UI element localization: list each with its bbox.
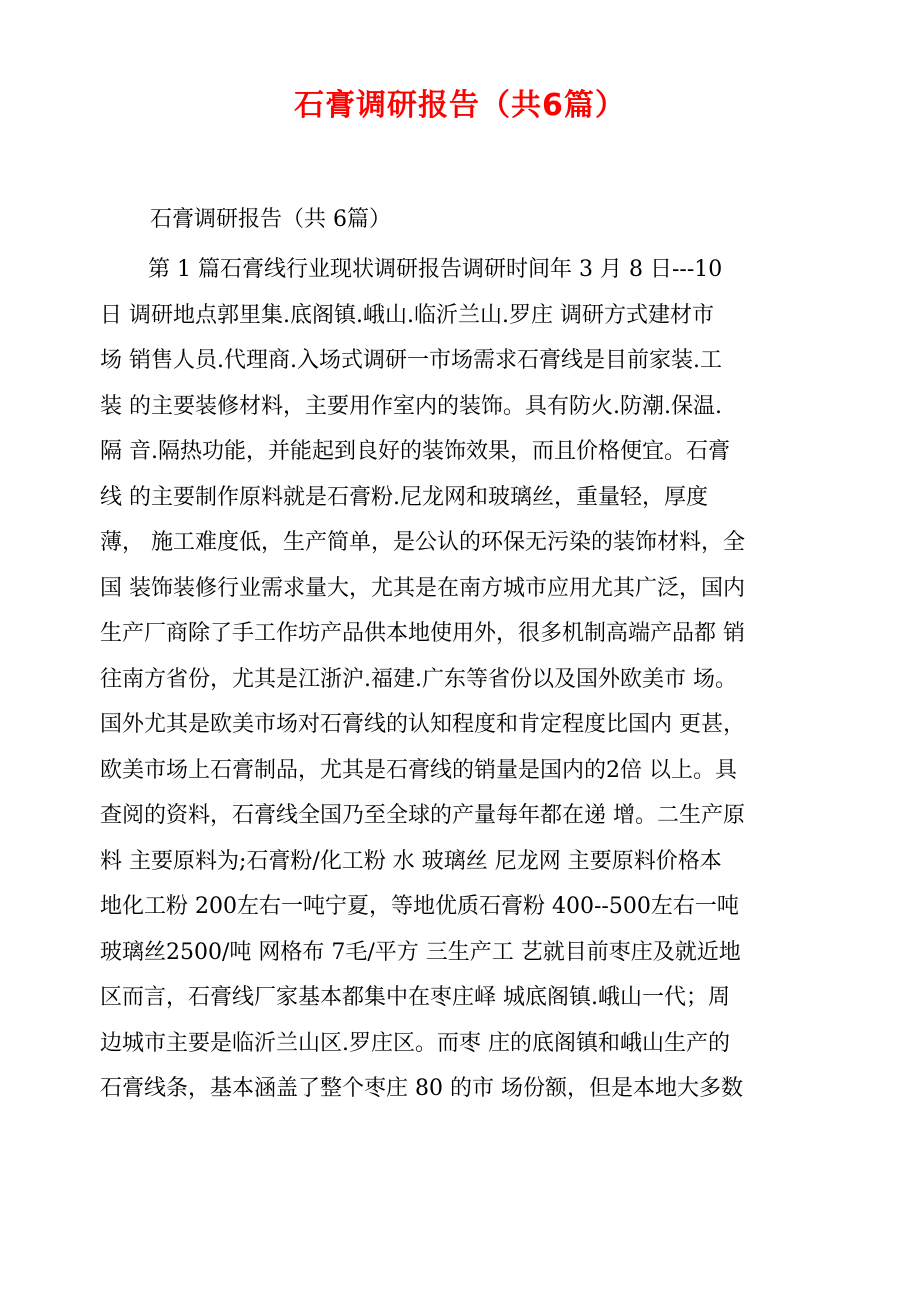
text-line: 查阅的资料，石膏线全国乃至全球的产量每年都在递 增。二生产原 xyxy=(100,803,745,828)
text-line: 欧美市场上石膏制品，尤其是石膏线的销量是国内的2倍 以上。具 xyxy=(100,757,737,783)
text-line: 国 装饰装修行业需求量大，尤其是在南方城市应用尤其广泛，国内 xyxy=(100,575,745,601)
text-line: 区而言，石膏线厂家基本都集中在枣庄峄 城底阁镇.峨山一代；周 xyxy=(100,985,730,1010)
text-line: 日 调研地点郭里集.底阁镇.峨山.临沂兰山.罗庄 调研方式建材市 xyxy=(100,302,714,328)
body-paragraph xyxy=(100,254,820,1119)
text-line: 地化工粉 200左右一吨宁夏，等地优质石膏粉 400--500左右一吨 xyxy=(100,894,739,919)
text-line: 玻璃丝2500/吨 网格布 7毛/平方 三生产工 艺就目前枣庄及就近地 xyxy=(100,939,741,965)
text-line: 边城市主要是临沂兰山区.罗庄区。而枣 庄的底阁镇和峨山生产的 xyxy=(100,1030,730,1056)
text-line: 生产厂商除了手工作坊产品供本地使用外，很多机制高端产品都 销 xyxy=(100,621,745,646)
document-title: 石膏调研报告（共6篇） xyxy=(294,88,626,123)
text-line: 线 的主要制作原料就是石膏粉.尼龙网和玻璃丝，重量轻，厚度 xyxy=(100,484,708,510)
document-subtitle: 石膏调研报告（共 6篇） xyxy=(150,207,391,232)
text-line: 国外尤其是欧美市场对石膏线的认知程度和肯定程度比国内 更甚， xyxy=(100,712,745,737)
text-line: 往南方省份，尤其是江浙沪.福建.广东等省份以及国外欧美市 场。 xyxy=(100,666,737,692)
text-line: 装 的主要装修材料，主要用作室内的装饰。具有防火.防潮.保温. xyxy=(100,393,722,419)
text-line: 第 1 篇石膏线行业现状调研报告调研时间年 3 月 8 日---10 xyxy=(148,257,723,282)
text-line: 场 销售人员.代理商.入场式调研一市场需求石膏线是目前家装.工 xyxy=(100,348,722,373)
text-line: 料 主要原料为;石膏粉/化工粉 水 玻璃丝 尼龙网 主要原料价格本 xyxy=(100,848,722,874)
text-line: 薄， 施工难度低，生产简单，是公认的环保无污染的装饰材料，全 xyxy=(100,530,745,555)
text-line: 隔 音.隔热功能，并能起到良好的装饰效果，而且价格便宜。石膏 xyxy=(100,439,730,464)
text-line: 石膏线条，基本涵盖了整个枣庄 80 的市 场份额，但是本地大多数 xyxy=(100,1076,743,1101)
